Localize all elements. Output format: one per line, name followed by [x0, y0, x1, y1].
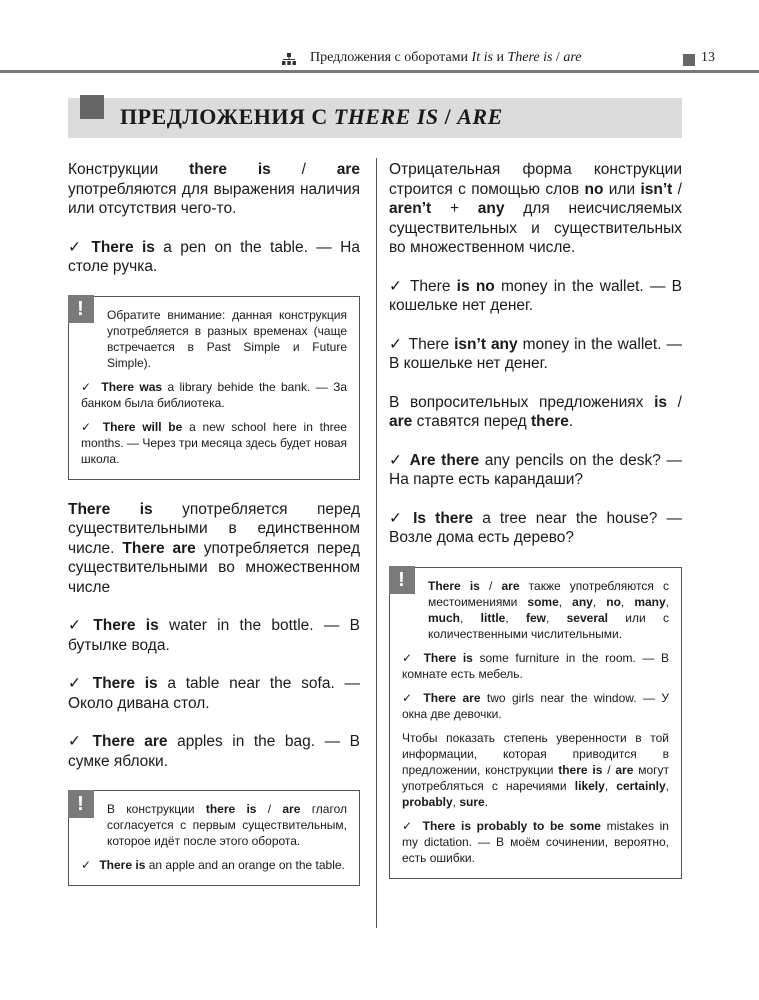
hierarchy-icon	[282, 53, 296, 66]
check-icon: ✓	[81, 858, 92, 872]
note-box	[68, 296, 360, 480]
example: ✓ There are apples in the bag. — В сумке яблоки.	[68, 733, 360, 770]
note-text: Обратите внимание: данная конструкция употребляется в разных временах (чаще встречается в Past Simple и Future Simple).	[107, 307, 347, 370]
check-icon: ✓	[402, 818, 413, 833]
check-icon: ✓	[68, 238, 81, 256]
note-example: ✓ There is some furniture in the room. — В комнате есть мебель.	[402, 650, 670, 681]
example: ✓ Is there a tree near the house? — Возле дома есть дерево?	[389, 509, 683, 546]
check-icon: ✓	[68, 733, 81, 750]
note-example: ✓ There is probably to be some mistakes in my dictation. — В моём сочинении, вероятно, есть ошибки.	[402, 818, 669, 865]
exclamation-icon: !	[68, 295, 94, 323]
paragraph: There is употребляется перед существительными в единственном числе. There are употребляется перед существительными во множественном числе	[68, 500, 361, 596]
note-text: Чтобы показать степень уверенности в той информации, которая приводится в предложении, конструкции there is / are могут употребляться с наречиями likely, certainly, probably, sure.	[402, 730, 670, 809]
check-icon: ✓	[402, 690, 413, 705]
right-column	[389, 160, 682, 899]
check-icon: ✓	[389, 509, 402, 527]
example: ✓ There is a pen on the table. — На столе ручка.	[68, 238, 360, 275]
check-icon: ✓	[81, 419, 92, 434]
running-header	[0, 50, 759, 72]
example: ✓ There isn’t any money in the wallet. — В кошельке нет денег.	[389, 335, 682, 372]
check-icon: ✓	[81, 379, 92, 394]
paragraph: Конструкции there is / are употребляются для выражения наличия или отсутствия чего-то.	[68, 161, 361, 217]
paragraph: Отрицательная форма конструкции строится с помощью слов no или isn’t / aren’t + any для неисчисляемых существительных и существительных во множественном числе.	[389, 161, 682, 256]
note-example: ✓ There are two girls near the window. — У окна две девочки.	[402, 690, 670, 721]
check-icon: ✓	[389, 335, 402, 353]
example: ✓ There is water in the bottle. — В бутылке вода.	[68, 617, 360, 654]
note-box	[68, 790, 360, 886]
page-number: 13	[701, 50, 715, 65]
example: ✓ Are there any pencils on the desk? — На парте есть карандаши?	[389, 451, 682, 488]
header-square	[683, 54, 695, 66]
example: ✓ There is no money in the wallet. — В кошельке нет денег.	[389, 277, 683, 314]
check-icon: ✓	[402, 650, 413, 665]
left-column	[68, 160, 360, 906]
title-square	[80, 95, 104, 119]
note-example: ✓ There is an apple and an orange on the table.	[81, 858, 345, 872]
note-example: ✓ There was a library behide the bank. — За банком была библиотека.	[81, 379, 347, 410]
note-text: There is / are также употребляются с местоимениями some, any, no, many, much, little, few, several или с количественными числительными.	[428, 578, 670, 641]
exclamation-icon: !	[389, 566, 415, 594]
note-example: ✓ There will be a new school here in three months. — Через три месяца здесь будет новая школа.	[81, 419, 347, 466]
page-title: ПРЕДЛОЖЕНИЯ С THERE IS / ARE	[120, 104, 503, 129]
exclamation-icon: !	[68, 790, 94, 818]
example: ✓ There is a table near the sofa. — Около дивана стол.	[68, 675, 360, 712]
header-divider	[0, 70, 759, 73]
check-icon: ✓	[389, 277, 402, 295]
note-text: В конструкции there is / are глагол согласуется с первым существительным, которое идёт после этого оборота.	[107, 802, 348, 848]
header-title: Предложения с оборотами It is и There is / are	[310, 50, 582, 65]
column-divider	[376, 158, 377, 928]
note-box	[389, 567, 682, 879]
check-icon: ✓	[68, 617, 81, 634]
paragraph: В вопросительных предложениях is / are ставятся перед there.	[389, 393, 682, 430]
check-icon: ✓	[389, 451, 402, 469]
check-icon: ✓	[68, 675, 81, 692]
